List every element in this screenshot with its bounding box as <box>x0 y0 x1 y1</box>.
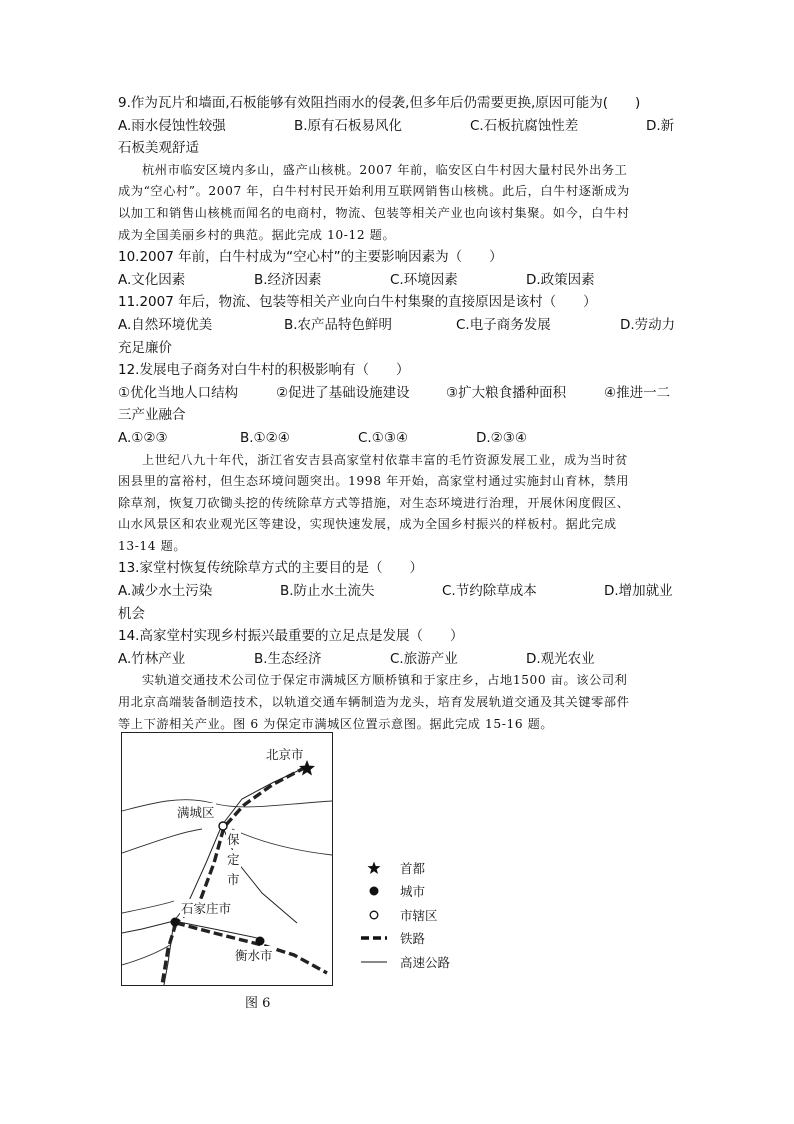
q13-option-c[interactable]: C.节约除草成本 <box>442 583 537 600</box>
q9-stem: 9.作为瓦片和墙面,石板能够有效阻挡雨水的侵袭,但多年后仍需要更换,原因可能为( ) <box>118 95 641 111</box>
exam-page <box>118 92 678 735</box>
highway-icon <box>360 958 388 966</box>
q9-option-d-wrap: 石板美观舒适 <box>118 140 199 157</box>
q12-option-d[interactable]: D.②③④ <box>476 429 527 446</box>
legend-item-district <box>360 903 480 927</box>
passage2-line: 13-14 题。 <box>118 538 187 553</box>
q11-options <box>118 314 678 337</box>
passage3-line: 用北京高端装备制造技术，以轨道交通车辆制造为龙头，培育发展轨道交通及其关键零部件 <box>118 695 630 710</box>
passage1-line: 杭州市临安区境内多山，盛产山核桃。2007 年前，临安区白牛村因大量村民外出务工 <box>142 162 628 177</box>
passage2-line: 除草剂，恢复刀砍锄头挖的传统除草方式等措施，对生态环境进行治理，开展休闲度假区、 <box>118 495 630 510</box>
map-label-hengshui: 衡水市 <box>235 948 273 963</box>
legend-item-railway <box>360 927 480 951</box>
q13-option-d-wrap: 机会 <box>118 605 145 622</box>
q10-options <box>118 269 678 292</box>
q13-options <box>118 580 678 603</box>
map-label-baoding-3: 市 <box>227 872 240 887</box>
q12-options <box>118 427 678 450</box>
q14-stem: 14.高家堂村实现乡村振兴最重要的立足点是发展（ ） <box>118 628 464 645</box>
legend-label: 铁路 <box>400 931 426 947</box>
q12-item-2: ②促进了基础设施建设 <box>276 384 410 401</box>
map-label-shijiazhuang: 石家庄市 <box>181 901 232 916</box>
q12-items <box>118 382 678 405</box>
q11-option-b[interactable]: B.农产品特色鲜明 <box>284 316 393 333</box>
passage2-line: 上世纪八九十年代，浙江省安吉县高家堂村依靠丰富的毛竹资源发展工业，成为当时贫 <box>142 452 628 467</box>
q10-option-b[interactable]: B.经济因素 <box>254 271 322 288</box>
q12-item-1: ①优化当地人口结构 <box>118 384 239 401</box>
q13-option-b[interactable]: B.防止水土流失 <box>280 583 375 600</box>
figure-caption: 图 6 <box>245 996 271 1011</box>
legend-item-city <box>360 880 480 904</box>
map-label-baoding-1: 保 <box>227 832 240 847</box>
legend-label: 高速公路 <box>400 954 451 970</box>
q11-option-d-wrap: 充足廉价 <box>118 339 172 356</box>
passage1-line: 以加工和销售山核桃而闻名的电商村，物流、包装等相关产业也向该村集聚。如今，白牛村 <box>118 205 630 220</box>
q12-item-3: ③扩大粮食播种面积 <box>446 384 567 401</box>
q12-option-a[interactable]: A.①②③ <box>118 429 168 446</box>
q9-option-a[interactable]: A.雨水侵蚀性较强 <box>118 117 226 134</box>
location-map <box>121 732 333 986</box>
circle-icon <box>360 909 388 921</box>
q9-option-b[interactable]: B.原有石板易风化 <box>294 117 403 134</box>
q9-option-c[interactable]: C.石板抗腐蚀性差 <box>470 117 579 134</box>
passage3-line: 等上下游相关产业。图 6 为保定市满城区位置示意图。据此完成 15-16 题。 <box>118 716 554 731</box>
legend-label: 首都 <box>400 860 426 876</box>
q12-item-4-wrap: 三产业融合 <box>118 407 186 424</box>
legend-item-capital <box>360 856 480 880</box>
legend-label: 城市 <box>400 884 426 900</box>
legend-item-highway <box>360 950 480 974</box>
q10-option-c[interactable]: C.环境因素 <box>390 271 458 288</box>
q11-stem: 11.2007 年后，物流、包装等相关产业向白牛村集聚的直接原因是该村（ ） <box>118 294 597 311</box>
q12-item-4: ④推进一二 <box>604 384 671 401</box>
passage1-line: 成为“空心村”。2007 年，白牛村村民开始利用互联网销售山核桃。此后，白牛村逐渐成为 <box>118 184 630 199</box>
q12-stem: 12.发展电子商务对白牛村的积极影响有（ ） <box>118 362 410 379</box>
district-circle-icon <box>219 822 227 830</box>
q10-option-d[interactable]: D.政策因素 <box>526 271 595 288</box>
q9-option-d[interactable]: D.新 <box>646 117 675 134</box>
railway-icon <box>360 934 388 942</box>
q14-option-b[interactable]: B.生态经济 <box>254 650 322 667</box>
q14-option-d[interactable]: D.观光农业 <box>526 650 595 667</box>
legend-label: 市辖区 <box>400 907 438 923</box>
q11-option-d[interactable]: D.劳动力 <box>620 316 676 333</box>
passage2-line: 山水风景区和农业观光区等建设，实现快速发展，成为全国乡村振兴的样板村。据此完成 <box>118 517 617 532</box>
city-dot-icon <box>171 918 180 927</box>
q14-option-c[interactable]: C.旅游产业 <box>390 650 458 667</box>
q10-stem: 10.2007 年前，白牛村成为“空心村”的主要影响因素为（ ） <box>118 249 503 266</box>
q14-options <box>118 648 678 671</box>
dot-icon <box>360 885 388 897</box>
passage1-line: 成为全国美丽乡村的典范。据此完成 10-12 题。 <box>118 227 396 242</box>
map-label-mancheng: 满城区 <box>177 805 215 820</box>
q13-option-d[interactable]: D.增加就业 <box>604 583 673 600</box>
q12-option-b[interactable]: B.①②④ <box>240 429 290 446</box>
city-dot-icon <box>256 937 265 946</box>
map-legend <box>360 856 480 974</box>
q11-option-a[interactable]: A.自然环境优美 <box>118 316 213 333</box>
star-icon <box>360 861 388 875</box>
q12-option-c[interactable]: C.①③④ <box>358 429 409 446</box>
q14-option-a[interactable]: A.竹林产业 <box>118 650 186 667</box>
map-label-baoding-2: 定 <box>227 852 240 867</box>
q9-options <box>118 115 678 138</box>
q10-option-a[interactable]: A.文化因素 <box>118 271 186 288</box>
passage3-line: 实轨道交通技术公司位于保定市满城区方顺桥镇和于家庄乡，占地1500 亩。该公司利 <box>142 673 628 688</box>
q13-stem: 13.家堂村恢复传统除草方式的主要目的是（ ） <box>118 560 423 577</box>
map-label-beijing: 北京市 <box>266 747 304 762</box>
q11-option-c[interactable]: C.电子商务发展 <box>456 316 551 333</box>
q13-option-a[interactable]: A.减少水土污染 <box>118 583 213 600</box>
passage2-line: 困县里的富裕村，但生态环境问题突出。1998 年开始，高家堂村通过实施封山育林，禁用 <box>118 474 630 489</box>
